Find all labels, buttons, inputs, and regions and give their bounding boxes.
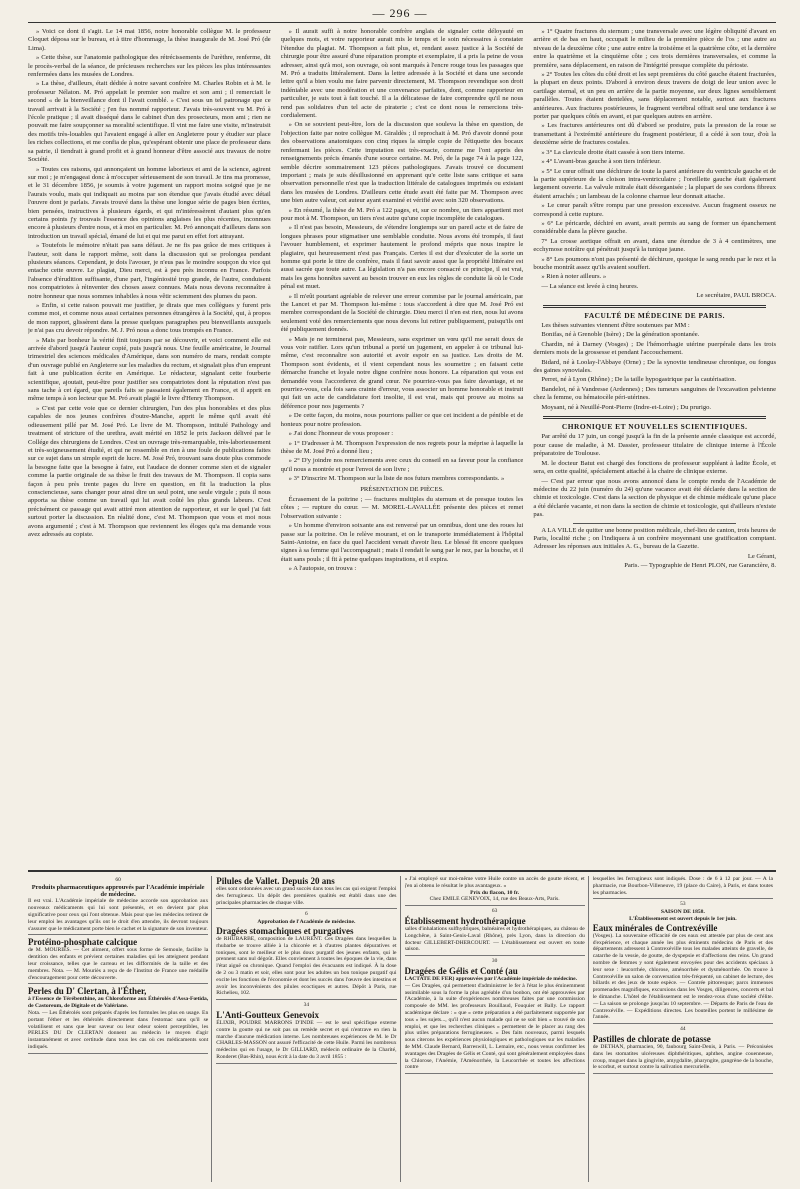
paragraph: — C'est par erreur que nous avons annoncé dans le compte rendu de l'Académie de médecine du 22 juin (numéro du 24) qu'une vacance avait été déclarée dans la section de chimie et toxicologie. C'est dans la section de physique et de chimie médicale qu'une place a été déclarée vacante, et non dans la section de chimie et toxicologie, qui d'ailleurs n'existe pas. [533,477,776,519]
ad-block [28,937,208,984]
paragraph: » 2° D'y joindre nos remerciements avec ceux du conseil en sa faveur pour la confiance qu'il nous a montrée et pour l'envoi de son livre ; [280,457,524,473]
ad-approbation: Approbation de l'Académie de médecine. [257,919,356,926]
typography-credit: Paris. — Typographie de Henri PLON, rue Garancière, 8. [624,562,776,570]
ad-block [405,916,585,956]
ad-block [593,909,773,1024]
paragraph: Bonifas, né à Grenoble (Isère) ; De la génération spontanée. [541,331,700,339]
article-columns [28,28,776,868]
ad-text: lesquelles les ferrugineux sont indiqués. Dose : de 6 à 12 par jour. — A la pharmacie, rue Bourbon-Villeneuve, 19 (place du Caire), à Paris, et dans toutes les pharmacies. [592,876,773,896]
ad-title: Eaux minérales de Contrexéville [592,922,718,933]
top-rule [28,22,776,23]
ad-block [216,876,396,909]
paragraph: » 2° Toutes les côtes du côté droit et les sept premières du côté gauche étaient fracturées, la plupart en deux points. D'abord à environ deux travers de doigt de leur union avec le cartilage sternal, et un peu en arrière de la partie moyenne, sur deux lignes sensiblement parallèles. Toutes étaient dentelées, sans déplacement notable, surtout aux fractures antérieures. Aux fractures postérieures, le fragment vertébral offrait seul une tendance à se porter par quelques côtés en avant, et par quelques autres en arrière. [533,71,776,121]
paragraph: » 3° D'inscrire M. Thompson sur la liste de nos futurs membres correspondants. » [288,475,505,483]
ad-block [216,919,396,1000]
ad-block [216,1010,396,1064]
paragraph: — La séance est levée à cinq heures. [541,282,639,290]
page-number: — 296 — [372,6,428,20]
paragraph: Bidard, né à Loolay-l'Abbaye (Orne) ; De la synovite tendineuse chronique, ou fongus des gaines synoviales. [533,358,776,375]
ad-title: Produits pharmaceutiques approuvés par l'Académie impériale de médecine. [31,883,205,898]
ad-block [405,876,585,906]
gerant: Le Gérant, [747,552,776,560]
paragraph: » Mais par bonheur la vérité finit toujours par se découvrir, et voici comment elle est arrivée d'abord jusqu'à l'auteur copié, puis jusqu'à nous. Une feuille américaine, le Journal trimestriel des sciences médicales d'Amérique, dans son numéro de mars, rendait compte d'un ouvrage publié en Angleterre sur les maladies du rectum, et signalait plus d'un emprunt fait à une publication écrite en Amérique. Le rédacteur, signalant cette fourberie scientifique, ajoutait, peut-être pour justifier ses compatriotes dont la réputation n'est pas sans tache à cet égard, que pareils faits se passaient également en France, et il apprit en même temps à son lecteur que M. Pró avait plagié le livre d'Henry Thompson. [28,336,271,403]
paragraph: Écrasement de la poitrine ; — fractures multiples du sternum et de presque toutes les côtes ; — rupture du cœur. — M. MOREL-LAVALLÉE présente des pièces et remet l'observation suivante : [280,495,524,520]
paragraph: » Il m'eût pourtant agréable de relever une erreur commise par le journal américain, par the Lancet et par M. Thompson lui-même : tous s'accordent à dire que M. José Pró est membre correspondant de la Société de chirurgie. Dieu merci il n'en est rien, nous lui avons seulement voté des remerciements que nous devons lui retirer publiquement, puisqu'ils ont été publiquement donnés. [280,292,524,334]
ads-separator [28,870,776,872]
ad-text: Il est vrai. L'Académie impériale de médecine accorde son approbation aux nouveaux médicaments qui lui sont présentés, et en devient par plus significative pour ceux qui l'ont obtenue. Mais pour que les médecins retirent de leur emploi les avantages qu'ils ont le droit d'en attendre, ils devront toujours s'assurer que le médicament porte bien le cachet et la signature de son inventeur. [28,898,209,932]
paragraph: » De cette façon, du moins, nous pourrions pallier ce que cet incident a de pénible et de honteux pour notre profession. [280,412,524,428]
paragraph: » Un homme d'environ soixante ans est renversé par un omnibus, dont une des roues lui passe sur la poitrine. On le relève mourant, et on le transporte immédiatement à l'hôpital Saint-Antoine, en face du quel l'accident venait d'avoir lieu. Le blessé fit encore quelques signes à sa femme qui l'accompagnait ; mais il rendait le sang par le nez, par la bouche, et il était sans pouls ; il fit à peine quelques inspirations, et il expira. [280,522,524,563]
paragraph: Les thèses suivantes viennent d'être soutenues par MM : [541,322,690,329]
paragraph: » On se souvient peut-être, lors de la discussion que souleva la thèse en question, de l'objection faite par notre collègue M. Giraldès ; il reprochait à M. Pró d'avoir donné pour des observations anatomiques con cinq riques la simple copie de l'étiquette des bocaux renfermant les pièces. Cette imputation est très-exacte, comme me l'ont appris des renseignements précis émanés d'une source certaine. M. Pró, de la page 74 à la page 122, semble décrire sommairement 123 pièces pathologiques. J'avais trouvé ce document important ; mais je suis désillusionné en apprenant qu'e cette liste sans critique et sans observation personnelle n'est que la traduction littérale de catalogues imprimés ou existant dans les musées de Londres. D'ailleurs cette étude avait été faite par M. Thompson avec une bien autre valeur, cet auteur ayant examiné et vérifié avec soin 320 observations. [280,121,524,205]
ad-block [28,986,208,1053]
ad-column-3 [405,876,589,1182]
ad-column-2 [216,876,400,1182]
column-3 [533,28,776,868]
faculty-heading: FACULTÉ DE MÉDECINE DE PARIS. [584,310,725,320]
ad-title: Perles du D' Clertan, à l'Éther, [28,986,147,997]
paragraph: Chardin, né à Darney (Vosges) ; De l'hémorrhagie utérine puerpérale dans les trois derniers mois de la grossesse et pendant l'accouchement. [533,340,776,357]
paragraph: » Voici ce dont il s'agit. Le 14 mai 1856, notre honorable collègue M. le professeur Cloquet déposa sur le bureau, et à titre d'hommage, la thèse inaugurale de M. José Pró (de Lima). [28,28,271,52]
section-heading: PRÉSENTATION DE PIÈCES. [360,485,444,493]
paragraph: » Cette thèse, sur l'anatomie pathologique des rétrécissements de l'urèthre, renferme, dit le procès-verbal de la séance, de précieuses recherches sur les pièces les plus intéressantes renfermées dans les musées de Londres. [28,54,271,79]
paragraph: Bandelot, né à Vandresse (Ardennes) ; Des tumeurs sanguines de l'excavation pelvienne chez la femme, ou hématocèle péri-utérines. [533,385,776,402]
ad-number: 44 [680,1026,686,1033]
ad-number: 34 [303,1002,310,1009]
section-divider [543,416,766,419]
ad-number: 30 [491,958,498,965]
ad-text: de RHUBARBE, composition de LAURENT. Ces Dragées dans lesquelles la rhubarbe se trouve alliée à la chicorée et à d'autres plantes dépuratives et toniques, sont le meilleur et le plus doux purgatif des jeunes enfants, qui le prennent sans nul dégoût. Elles conviennent à toutes les époques de la vie, dans l'état aiguë ou chronique. Quand l'emploi des évacuants est indiqué. À la dose de 2 ou 3 matin et soir, elles sont pour les adultes un bon tonique purgatif qui excite les fonctions de l'économie et dont les succès dans l'œuvre des intestins et avoir les inconvénients des pilules ecoctiques et autres. Dépôt à Paris, rue Richelieu, 102. [216,935,397,997]
paragraph: » Toutes ces raisons, qui annonçaient un homme laborieux et ami de la science, agirent sur moi ; je m'engageai donc à m'occuper sérieusement de son travail. Je tins ma promesse, et le 31 décembre 1856, je soumis à votre jugement un rapport moins soigné que je ne l'aurais voulu, mais qui indiquait au moins par son étendue que j'avais étudié avec détail l'œuvre dont je parlais. J'avais trouvé dans la thèse une longue série de pages bien écrites, bien pensées, instructives à plusieurs égards, et qui m'intéressèrent d'autant plus qu'en certains points j'y trouvais l'essence des opinions anglaises les plus récentes, inconnues encore à plusieurs d'entre nous, et à moi en particulier. M. Pró annonçait d'ailleurs dans son introduction un travail spécial, émané de lui et qui me parut en effet fort attrayant. [28,165,271,240]
divider [573,523,736,524]
advertisements [28,876,776,1182]
ad-number: 53 [680,901,686,908]
paragraph: » C'est par cette voie que ce dernier chirurgien, l'un des plus honorables et des plus capables de nos jeunes confrères d'outre-Manche, apprit le même qu'il avait été odieusement pillé par M. José Pró. Le livre de M. Thompson, intitulé Pathology and treatment of stricture of the urethra, avait mérité en 1852 le prix Jackson délivré par le Collége des chirurgiens de Londres. C'est un ouvrage très-remarquable, très-laborieusement et très-soigneusement étudié, et qui ne ressemble en rien à une foule de publications faites sur ce sujet dans un simple esprit de lucre. M. José Pró, trouvant sans doute plus commode la besogne faite que la besogne à faire, eut l'audace de donner comme sien et de signaler comme la partie originale de sa thèse le fruit des travaux de M. Thompson. Il copia sans façon à peu près trente pages du livre en question, en fit la traduction la plus consciencieuse, sans changer pour ainsi dire un seul point, une seule virgule ; puis il nous apporta sa thèse comme un travail qui lui avait coûté les plus grands labeurs. C'est précisément ce passage qui avait attiré mon attention de rapporteur, et sur le quel j'ai fait surtout porter la discussion. En réalité donc, c'est M. Thompson que vous et moi nous avons argumenté ; c'est à M. Thompson que reviennent les éloges qu'a ma demande vous avez adressés au copiste. [28,404,271,538]
ad-opening: L'Établissement est ouvert depuis le 1er juin. [629,915,737,922]
ad-column-1 [28,876,212,1182]
paragraph: » Toutefois le mémoire n'était pas sans défaut. Je ne fis pas grâce de mes critiques à l'auteur, soit dans le rapport même, soit dans la discussion qui se prolongea pendant plusieurs séances. Cependant, je dois l'avouer, je n'eus pas le moindre soupçon du vice qui entache cette œuvre. Le plagiat, Dieu merci, est à peu près inconnu en France. Parfois l'absence d'érudition suffisante, d'une part, l'ingéniosité trop grande, de l'autre, conduisent nos compatriotes à réinventer des choses assez connues. Mais nous devons reconnaître à notre honneur que nous sommes inhabiles à nous vêtir sciemment des plumes du paon. [28,242,271,300]
chronicle-heading: CHRONIQUE ET NOUVELLES SCIENTIFIQUES. [561,422,748,432]
ad-subtitle: LACTATE DE FER) approuvées par l'Académie impériale de médecine. [404,975,578,982]
ad-block [593,876,773,899]
ad-subtitle: à l'Essence de Térébenthine, au Chloroforme aux Éthérolés d'Assa-Fœtida, de Castoreum, de Digitale et de Valériane. [28,996,209,1010]
paragraph: » 1° D'adresser à M. Thompson l'expression de nos regrets pour la méprise à laquelle la thèse de M. José Pró a donné lieu ; [280,439,524,455]
ad-title: Pilules de Vallet. Depuis 20 ans [216,876,335,886]
paragraph: » 1° Quatre fractures du sternum ; une transversale avec une légère obliquité d'avant en arrière et de bas en haut, occupait le milieu de la première pièce de l'os ; une autre au niveau de la deuxième côte ; une autre entre la troisième et la quatrième côte, et la dernière entre la quatrième et la cinquième côte ; ces trois dernières transversales, et comme la première, sans déplacement, en raison de l'intégrité presque complète du périoste. [533,28,776,69]
paragraph: » Les fractures antérieures ont dû d'abord se produire, puis la pression de la roue se transmettant à l'extrémité antérieure du fragment postérieur, il a cédé à son tour, d'où la deuxième série de fractures costales. [533,122,776,147]
paragraph: » Rien à noter ailleurs. » [541,273,607,281]
ad-title: Dragées stomachiques et purgatives [216,925,354,936]
paragraph: Par arrêté du 17 juin, un congé jusqu'à la fin de la présente année classique est accordé, pour cause de maladie, à M. Dassier, professeur titulaire de clinique interne à l'École préparatoire de Toulouse. [533,433,776,458]
ad-title: Pastilles de chlorate de potasse [592,1033,711,1044]
ad-text: Nota. — Les Éthérolés sont préparés d'après les formules les plus en usage. En portant l'éther et les éthérolés directement dans l'estomac sans qu'il se volatilisent et sans que leur saveur ou leur odeur soient perceptibles, les PERLES DU Dr CLERTAN donnent au médecin le moyen d'agir instantanément et avec certitude dans tous les cas où ces médicaments sont indiqués. [28,1009,209,1050]
paragraph: » La thèse, d'ailleurs, était dédiée à notre savant confrère M. Charles Robin et à M. le professeur Nélaton. M. Pró appelait le premier son maître et son ami ; il remerciait le second « de la bienveillance dont il l'avait comblé. » C'est sous un tel patronage que ce travail arrivait à la Société ; j'en fus nommé rapporteur. J'avais très-souvent vu M. Pró à l'école pratique ; il avait disséqué dans le cabinet d'un des prosecteurs, mon ami ; rien ne pouvait me faire soupçonner sa moralité scientifique. Il vint me faire une visite, m'instruisit des motifs très-louables qui l'avaient engagé à aller en Angleterre pour y étudier sur place les riches collections, et me confia de plus, qu'espérant obtenir une place de professeur dans sa patrie, il tiendrait à grand profit et à grand honneur d'être associé aux travaux de notre Société. [28,80,271,164]
paragraph: » En résumé, la thèse de M. Pró a 122 pages, et, sur ce nombre, un tiers appartient mot pour mot à M. Thompson, un tiers n'est autre qu'une copie incomplète de catalogues. [280,206,524,222]
ad-text: « J'ai employé sur moi-même votre Huile contre un accès de goutte récent, et j'en ai obtenu le résultat le plus avantageux. » [404,876,585,889]
ad-number: 60 [115,877,121,883]
column-2 [281,28,524,868]
paragraph: Perret, né à Lyon (Rhône) ; De la taille hypogastrique par la cautérisation. [541,376,737,384]
ad-title: Dragées de Gélis et Conté (au [404,965,518,976]
paragraph: » Il n'est pas besoin, Messieurs, de s'étendre longtemps sur un pareil acte et de faire de longues phrases pour stigmatiser une semblable conduite. Nous avons été trompés, il faut l'avouer humblement, et exprimer hautement le profond mépris que nous inspire le plagiaire, qui heureusement n'est pas Français. Certes il est dur d'exécuter de la sorte un homme qui porte le titre de confrère, mais il faut savoir aussi que la propriété littéraire est aussi sacrée que toute autre. La législation n'a pas encore consacré ce principe, il est vrai, mais les gens honnêtes savent au besoin trouver en eux les règles de conduite là où le Code pénal est muet. [280,224,524,291]
paragraph: » 4° L'avant-bras gauche à son tiers inférieur. [541,158,661,166]
paragraph: » Il aurait suffi à notre honorable confrère anglais de signaler cette déloyauté en quelques mots, et votre rapporteur aurait mis le temps et le soin nécessaires à constater l'étendue du plagiat. M. Thompson a fait plus, et, rendant assez justice à la Société de chirurgie pour être assuré d'une réparation prompte et exemplaire, il a pris la peine de vous adresser, ainsi qu'à moi, son ouvrage, où sont marqués à l'encre rouge tous les passages que M. Pró a traduits littéralement. Dans la lettre adressée à la Société et dans une seconde lettre qu'il a bien voulu me faire parvenir directement, M. Thompson revendique son droit indéniable avec une modération et une convenance parfaites, dont, comme rapporteur en particulier, je suis tout à fait touché. Il a la délicatesse de faire comprendre qu'il ne nous rend pas solidaires d'un tel acte de piraterie ; c'est ce dont nous le remercions très-cordialement. [280,28,524,120]
paragraph: A LA VILLE de quitter une bonne position médicale, chef-lieu de canton, trois heures de Paris, localité riche ; on l'indiquera à un confrère moyennant une gratification comptant. Adresser les réponses aux initiales A. G., bureau de la Gazette. [533,526,776,551]
paragraph: » A l'autopsie, on trouva : [288,565,357,573]
paragraph: » 6° Le péricarde, déchiré en avant, avait permis au sang de former un épanchement considérable dans la plèvre gauche. [533,219,776,236]
paragraph: » 5° Le cœur offrait une déchirure de toute la paroi antérieure du ventricule gauche et de la partie supérieure de la cloison intra-ventriculaire ; l'oreillette gauche était également largement ouverte. La valvule mitrale était désorganisée ; la plupart de ses cordons fibreux étaient arrachés ; un lambeau de la colonne charnue leur donnait attache. [533,167,776,200]
ad-price: Prix du flacon, 10 fr. [470,889,520,896]
ad-block [28,885,208,936]
paragraph: Moysant, né à Neuillé-Pont-Pierre (Indre-et-Loire) ; Du prurigo. [541,403,712,411]
ad-title: Établissement hydrothérapique [404,915,526,926]
ad-title: Protéino-phosphate calcique [28,937,138,948]
ad-text: de M. MOURIÈS. — Cet aliment, offert sous forme de Semoule, facilite la dentition des enfants et prévient certaines maladies qui les atteignent pendant leur croissance, telles que le carreau et les difformités de la taille et des membres. Nota. — M. Mouriès a reçu de de l'Institut de France une médaille d'encouragement pour cette découverte. [28,947,209,981]
ad-season: SAISON DE 1858. [660,909,705,916]
ad-text: — Ces Dragées, qui permettent d'administrer le fer à l'état le plus éminemment assimilable sous la forme la plus agréable d'un bonbon, ont été approuvées par l'Académie, à la suite d'expériences nombreuses faites par une commission composée de MM. les professeurs Bouillaud, Fouquier et Bally. Le rapport académique déclare : « que » cette préparation a été parfaitement supportée par tous » les sujets..., qu'il n'est aucun malade qui ne se soit bien » trouvé de son emploi, et que les recherches cliniques » permettent de le placer au rang des plus utiles préparations ferrugineuses. » Des faits nouveaux, parmi lesquels nous citerons les expériences physiologiques et pathologiques sur les maladies de MM. Claude Bernard, Barreswill, L. Lemaire, etc., nous venus confirmer les avantages des Dragées de Gélis et Conté, qui sont généralement employées dans la Chlorose, l'Anémie, l'Aménorrhée, la Leucorrhée et toutes les affections contre [404,982,585,1071]
ad-text: elles sont ordonnées avec un grand succès dans tous les cas qui exigent l'emploi des ferrugineux. Un dépôt des premières qualités est établi dans une des principales pharmacies de chaque ville. [216,886,397,906]
ad-block [593,1034,773,1074]
ad-text: ÉLIXIR, POUDRE MARRONS D'INDE — est le seul spécifique externe contre la goutte qui ne soit pas un remède secret et qui n'entrave en rien la marche d'aucune médication interne. Les nombreuses expériences de M. le Dr CHARLES-MASSON ont assuré l'efficacité de cette Huile. Parmi les nombreux médecins qui en l'usage, le Dr GILLIARD, médecin ordinaire de la Charité, Ronderet (Bas-Rhin), nous écrit à la date du 3 avril 1855 : [216,1019,397,1060]
paragraph: » Mais je ne terminerai pas, Messieurs, sans exprimer un vœu qu'il me serait doux de vous voir ratifier. Lors qu'un tribunal a porté un jugement, en appeler à ce tribunal lui-même, c'est reconnaître son autorité et avoir espoir en sa justice. Les droits de M. Thompson sont évidents, et il vient cependant nous les soumettre ; en faisant cette démarche franche et loyale notre digne confrère nous honore. La réparation qui vous est demandée vous l'accorderez de grand cœur. Ne pourriez-vous pas faire davantage, et ne pourriez-vous, cela fois sans crainte d'erreur, vous associer un homme honorable et instruit qui fait un acte de candidature fort insolite, il est vrai, mais qui prouve au moins sa déférence pour nos jugements ? [280,335,524,410]
paragraph: » Enfin, si cette raison pouvait me justifier, je dirais que mes collègues y furent pris comme moi, et comme nous aussi certaines personnes étrangères à la Société, qui, à propos de mon rapport, glissèrent dans la presse quelques paragraphes peu bienveillants auxquels je n'ai pas cru devoir répondre. M. J. Pró nous a donc tous trompés en France. [28,302,271,335]
paragraph: » Le cœur paraît s'être rompu par une pression excessive. Aucun fragment osseux ne correspond à cette rupture. [533,202,776,218]
ad-number: 63 [491,908,498,915]
paragraph: » 8° Les poumons n'ont pas présenté de déchirure, quoique le sang rendu par le nez et la bouche montrât assez qu'ils avaient souffert. [533,255,776,271]
ad-number: 6 [305,911,308,918]
paragraph: » 3° La clavicule droite était cassée à son tiers interne. [541,148,685,156]
ad-address: Chez EMILE GENEVOIX, 14, rue des Beaux-Arts, Paris. [429,896,560,903]
ad-block [405,966,585,1074]
paragraph: 7° La crosse aortique offrait en avant, dans une étendue de 3 à 4 centimètres, une ecchymose noirâtre qui pénétrait jusqu'à la tunique jaune. [533,237,776,254]
section-divider [543,305,766,308]
paragraph: M. le docteur Batut est chargé des fonctions de professeur suppléant à ladite École, et sera, en cette qualité, spécialement attaché à la chaire de clinique externe. [533,459,776,476]
ad-column-4 [593,876,776,1182]
ad-text: de DETHAN, pharmacien, 90, faubourg Saint-Denis, à Paris. — Préconisées dans les stomatites ulcéreuses diphthéritiques, aphthes, angine couenneuse, croup, muguet dans la gingivite, amygdalite, pharyngite, gangrène de la bouche, le scorbut, et surtout contre la salivation mercurielle. [592,1043,773,1071]
secretary-signature: Le secrétaire, PAUL BROCA. [696,292,776,300]
ad-title: L'Anti-Goutteux Genevoix [216,1009,319,1020]
paragraph: » J'ai donc l'honneur de vous proposer : [288,430,394,438]
ad-text: salles d'inhalations sulfhydriques, balnéaires et hydrothérapiques, au château de Longchêne, à Saint-Genis-Laval (Rhône), près Lyon, dans la direction du docteur GILLEBERT-DHERCOURT. — L'établissement est ouvert en toute saison. [404,925,585,953]
ad-text: (Vosges). La souveraine efficacité de ces eaux est attestée par plus de cent ans d'expérience, et chaque année les plus éminents médecins de Paris et des départements adressent à Contrexéville tous les malades atteints de gravelle, de catarrhe de la vessie, de goutte, de dyspepsie et d'affections des reins. Un grand nombre de femmes y sont également envoyées pour des accidents spéciaux à leur sexe : leucorrhée, chlorose, aménorrhée et dysménorrhée. On trouve à Contrexéville un salon de conversation très-fréquenté, un cabinet de lecture, des billards et des jeux de toute espèce. — Contrée pittoresque; parcs immenses promenades magnifiques, excursions dans les Vosges, diligences, concerts et bal le dimanche. L'hôtel de l'établissement est le rendez-vous d'une société d'élite. — La saison se prolonge jusqu'au 10 septembre. — Départs de Paris de l'eau de Contrexéville. — Expéditions directes. Les bouteilles portent le millésime de l'année. [592,932,773,1021]
column-1 [28,28,271,868]
